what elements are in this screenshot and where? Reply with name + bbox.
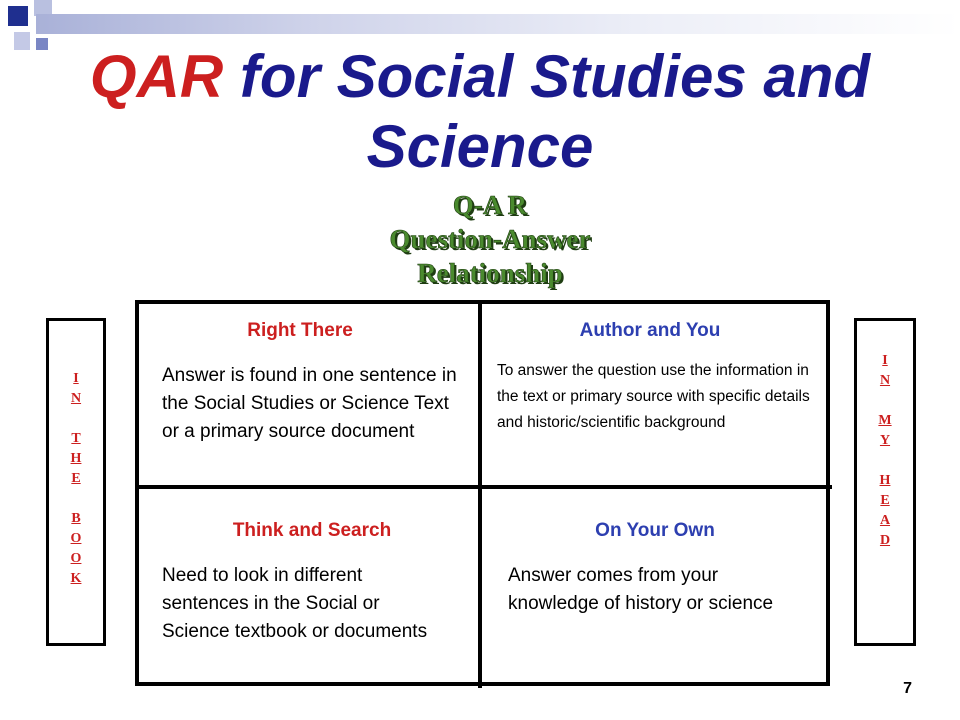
decor-square-1	[8, 6, 28, 26]
left-letter: O	[70, 531, 82, 546]
decor-gradient-bar	[36, 14, 960, 34]
right-letter: E	[880, 493, 890, 508]
author-and-you-heading: Author and You	[579, 320, 721, 341]
banner-line-2: Question-Answer	[389, 224, 591, 254]
right-letter: H	[879, 473, 891, 488]
left-letter: B	[71, 511, 81, 526]
author-and-you-text: To answer the question use the information in the text or primary source with specific details and historic/scientific background	[497, 362, 810, 431]
left-letter: I	[73, 371, 79, 386]
qar-banner	[330, 188, 650, 290]
page-title	[0, 42, 960, 182]
left-letter: H	[70, 451, 82, 466]
title-accent: QAR	[89, 43, 224, 110]
grid-vertical-divider	[478, 300, 482, 688]
banner-line-3: Relationship	[417, 258, 563, 288]
right-letter: I	[882, 353, 888, 368]
right-there-text: Answer is found in one sentence in the Social Studies or Science Text or a primary source document	[162, 365, 457, 442]
think-and-search-text: Need to look in different sentences in the Social or Science textbook or documents	[162, 565, 428, 642]
right-there-heading: Right There	[247, 320, 353, 341]
right-letter: D	[879, 533, 891, 548]
think-and-search-heading: Think and Search	[232, 520, 392, 541]
on-your-own-text: Answer comes from your knowledge of history or science	[508, 565, 774, 614]
right-letter: Y	[879, 433, 891, 448]
left-letter: E	[71, 471, 81, 486]
title-rest: for Social Studies and Science	[223, 43, 871, 180]
left-letter: O	[70, 551, 82, 566]
left-letter: N	[70, 391, 82, 406]
page-number: 7	[903, 680, 912, 697]
left-letter: T	[71, 431, 81, 446]
in-the-book-box	[46, 318, 106, 646]
banner-line-1: Q-A R	[452, 190, 528, 220]
in-my-head-box	[854, 318, 916, 646]
grid-horizontal-divider	[135, 485, 832, 489]
right-letter: A	[879, 513, 891, 528]
right-letter: M	[878, 413, 892, 428]
on-your-own-heading: On Your Own	[595, 520, 715, 541]
right-letter: N	[879, 373, 891, 388]
left-letter: K	[70, 571, 82, 586]
